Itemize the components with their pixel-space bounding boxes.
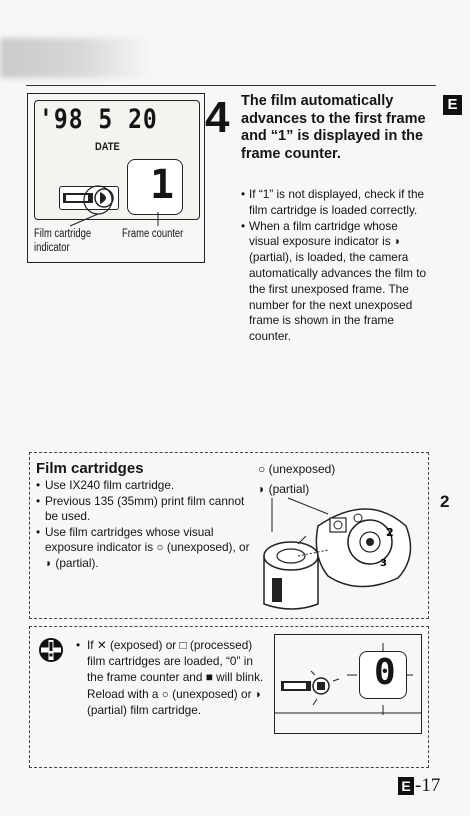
step-notes [241, 187, 431, 345]
cartridge-note: Use film cartridges whose visual exposure indicator is ○ (unexposed), or ◗ (partial). [45, 524, 250, 570]
film-cartridges-list [36, 478, 258, 572]
svg-text:3: 3 [380, 558, 387, 569]
page-badge: E [398, 777, 414, 795]
warning-text [76, 637, 266, 718]
lcd-date-display: '98 5 20 [39, 105, 158, 135]
film-cartridge-illustration [258, 496, 418, 614]
top-rule [26, 85, 436, 86]
warning-lcd-figure [274, 634, 422, 734]
list-item: • When a film cartridge whose visual exposure indicator is ◗ (partial), is loaded, the camera automatically advances the film to the first unexposed frame. The number for the next unexposed frame is shown in the frame counter. [241, 219, 431, 345]
step-heading: The film automatically advances to the first frame and “1” is displayed in the frame counter. [241, 93, 426, 162]
page-number-value: -17 [415, 775, 441, 796]
caption-counter: Frame counter [122, 228, 184, 240]
legend-unexposed: ○ (unexposed) [258, 462, 336, 476]
warning-frame-counter [359, 651, 407, 699]
step-note: If “1” is not displayed, check if the film cartridge is loaded correctly. [249, 187, 425, 217]
cartridge-note: Use IX240 film cartridge. [45, 478, 175, 492]
warning-counter-digit: 0 [374, 652, 396, 693]
section-tab: E [443, 95, 462, 115]
list-item: • Use film cartridges whose visual exposure indicator is ○ (unexposed), or ◗ (partial). [36, 525, 258, 572]
header-band [0, 38, 150, 78]
step-note: When a film cartridge whose visual exposure indicator is ◗ (partial), is loaded, the camera automatically advances the film to the first unexposed frame. The number for the next unexposed frame is shown in the frame counter. [249, 218, 427, 344]
caption-cartridge-line1: Film cartridge [34, 228, 92, 240]
page-number [398, 775, 440, 797]
list-item: • Previous 135 (35mm) print film cannot be used. [36, 494, 258, 525]
caption-cartridge-line2: indicator [34, 242, 70, 254]
lcd-date-label: DATE [95, 141, 120, 153]
list-item: • If “1” is not displayed, check if the film cartridge is loaded correctly. [241, 187, 431, 219]
legend-partial: ◗ (partial) [258, 482, 310, 496]
caution-icon [38, 637, 64, 663]
film-cartridges-title: Film cartridges [36, 460, 144, 477]
step-number: 4 [205, 93, 230, 142]
lcd-figure [27, 93, 205, 263]
svg-text:2: 2 [386, 526, 394, 539]
frame-counter-digit: 1 [150, 162, 175, 208]
list-item: • If ✕ (exposed) or □ (processed) film cartridges are loaded, “0” in the frame counter and ■ will blink. Reload with a ○ (unexposed) or ◗ (partial) film cartridge. [76, 637, 266, 718]
cartridge-note: Previous 135 (35mm) print film cannot be used. [45, 493, 245, 524]
list-item: • Use IX240 film cartridge. [36, 478, 175, 492]
warning-note: If ✕ (exposed) or □ (processed) film cartridges are loaded, “0” in the frame counter and ■ will blink. Reload with a ○ (unexposed) or ◗ (partial) film cartridge. [87, 638, 264, 717]
chapter-number: 2 [440, 492, 450, 511]
